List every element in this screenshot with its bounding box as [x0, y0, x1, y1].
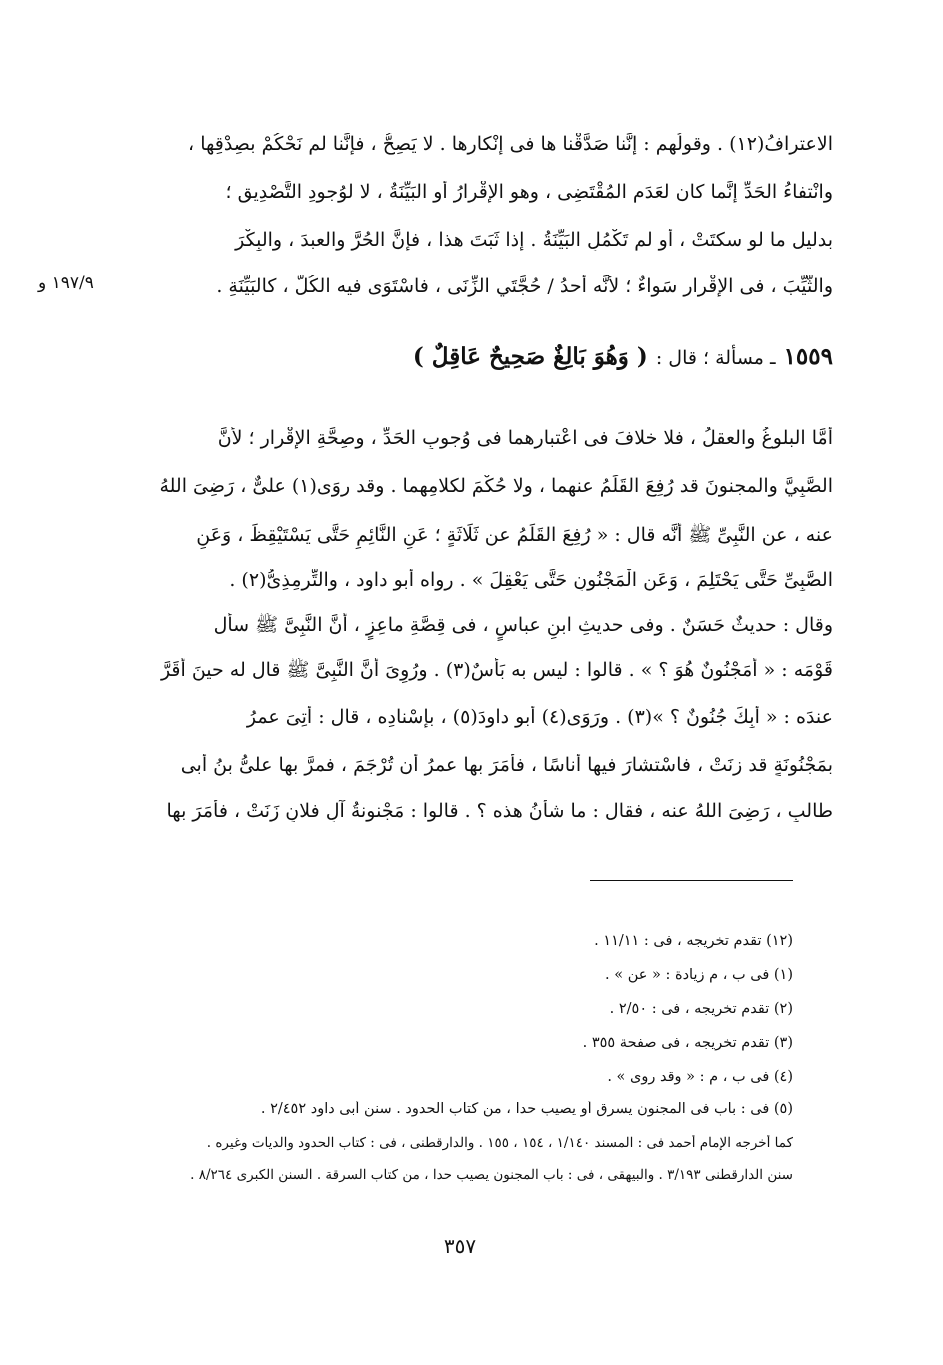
text-line: الاعترافُ(١٢) . وقولُهم : إنَّنا صَدَّقْنا ها فى إنْكارِها . لا يَصِحُّ ، فإنَّنا لم نَحْكُمْ بصِدْقِها ،: [188, 133, 833, 155]
text-line: بمَجْنُونَةٍ قد زنَتْ ، فاسْتشارَ فيها أُناسًا ، فأمَرَ بها عمرُ أن تُرْجَمَ ، فمرَّ بها علىُّ بنُ أبى: [180, 754, 833, 776]
text-line: بدليل ما لو سكتَتْ ، أو لم تَكْمُلِ البَيِّنَةُ . إذا ثَبَتَ هذا ، فإنَّ الحُرَّ والعبدَ ، والبِكْرَ: [235, 229, 833, 251]
text-line: وانْتفاءُ الحَدِّ إنَّما كان لعَدَمِ المُقْتَضِى ، وهو الإقْرارُ أو البَيِّنَةُ ، لا لوُجودِ التَّصْدِيقِ ؛: [225, 181, 833, 203]
footnote: (٥) فى : باب فى المجنون يسرق أو يصيب حدا ، من كتاب الحدود . سنن أبى داود ٢/٤٥٢ .: [260, 1101, 793, 1117]
text-line: وقال : حديثٌ حَسَنٌ . وفى حديثِ ابنِ عباسٍ ، فى قِصَّةِ ماعِزٍ ، أنَّ النَّبِىَّ ﷺ سأل: [213, 614, 833, 636]
footnote-separator: [590, 880, 793, 881]
footnote: (١) فى ب ، م زيادة : « عن » .: [605, 967, 793, 983]
footnote-continuation: سنن الدارقطنى ٣/١٩٣ . والبيهقى ، فى : باب المجنون يصيب حدا ، من كتاب السرقة . السنن الكبرى ٨/٢٦٤ .: [190, 1167, 793, 1183]
page-number: ٣٥٧: [443, 1234, 477, 1258]
text-line: عنه ، عن النَّبِىِّ ﷺ أنَّه قال : « رُفِعَ القَلَمُ عن ثَلَاثَةٍ ؛ عَنِ النَّائِمِ حَتَّى يَسْتَيْقِظَ ، وَعَنِ: [196, 524, 833, 546]
heading-quote: ( وَهُوَ بَالِغٌ صَحِيحٌ عَاقِلٌ ): [412, 343, 648, 370]
section-heading: [143, 343, 833, 370]
heading-label: ـ مسألة ؛ قال :: [655, 347, 776, 369]
footnote: (١٢) تقدم تخريجه ، فى : ١١/١١ .: [594, 933, 793, 949]
footnote: (٤) فى ب ، م : « وقد روى » .: [607, 1069, 793, 1085]
text-line: والثَّيِّبَ ، فى الإقْرارِ سَواءٌ ؛ لأنَّه أحدُ / حُجَّتَيِ الزِّنَى ، فاسْتَوَى فيه الكُلُّ ، كالبَيِّنَةِ .: [216, 275, 833, 297]
footnote-continuation: كما أخرجه الإمام أحمد فى : المسند ١/١٤٠ ، ١٥٤ ، ١٥٥ . والدارقطنى ، فى : كتاب الحدود والديات وغيره .: [206, 1135, 793, 1151]
footnote: (٢) تقدم تخريجه ، فى : ٢/٥٠ .: [609, 1001, 793, 1017]
text-line: طالبٍ ، رَضِىَ اللهُ عنه ، فقال : ما شأنُ هذه ؟ . قالوا : مَجْنونةُ آلِ فلانٍ زَنَتْ ، فأمَرَ بها: [166, 800, 833, 822]
text-line: قَوْمَه : « أَمَجْنُونٌ هُوَ ؟ » . قالوا : ليس به بَأْسٌ(٣) . ورُوِىَ أنَّ النَّبِىَّ ﷺ قال له حينَ أقَرَّ: [160, 659, 833, 681]
heading-number: ١٥٥٩: [783, 343, 833, 370]
margin-folio-note: ١٩٧/٩ و: [38, 273, 94, 293]
text-line: الصَّبِىِّ حَتَّى يَحْتَلِمَ ، وَعَنِ الْمَجْنُونِ حَتَّى يَعْقِلَ » . رواه أبو داود ، والتِّرمِذِىُّ(٢) .: [229, 569, 833, 591]
text-line: الصَّبِيَّ والمجنونَ قد رُفِعَ القَلَمُ عنهما ، ولا حُكْمَ لكلامِهما . وقد روَى(١) علىٌّ ، رَضِىَ اللهُ: [159, 475, 833, 497]
text-line: عندَه : « أَبِكَ جُنُونٌ ؟ »(٣) . ورَوَى(٤) أبو داودَ(٥) ، بإسْنادِه ، قال : أُتِىَ عمرُ: [246, 706, 833, 728]
footnote: (٣) تقدم تخريجه ، فى صفحة ٣٥٥ .: [582, 1035, 793, 1051]
text-line: أمَّا البلوغُ والعقلُ ، فلا خلافَ فى اعْتبارِهما فى وُجوبِ الحَدِّ ، وصِحَّةِ الإقْرارِ ؛ لأنَّ: [217, 427, 833, 449]
